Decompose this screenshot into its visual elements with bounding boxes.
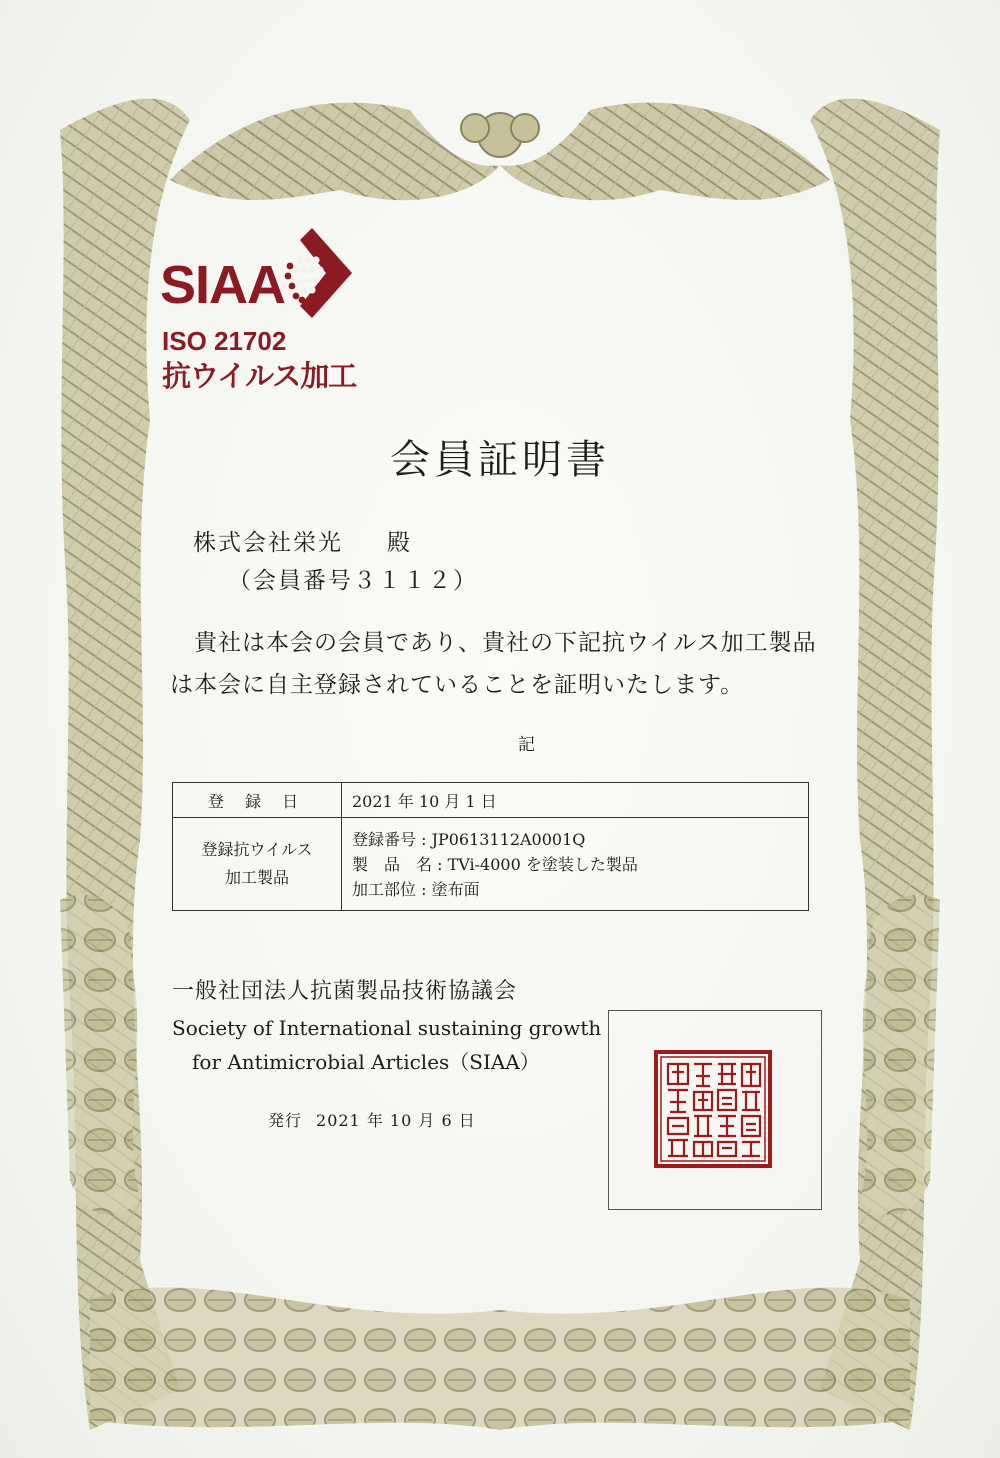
registration-date-value: 2021 年 10 月 1 日 — [342, 783, 809, 818]
ki-mark: 記 — [518, 735, 535, 755]
recipient-company: 株式会社栄光 — [193, 530, 343, 556]
official-seal-icon — [654, 1050, 772, 1168]
siaa-diamond-mark-icon — [280, 228, 352, 328]
issued-label: 発行 — [268, 1111, 303, 1130]
siaa-wordmark: SIAA — [160, 255, 286, 315]
iso-standard-label: ISO 21702 — [162, 326, 287, 356]
registration-table — [172, 782, 809, 911]
registered-product-details — [342, 818, 809, 911]
processed-part: 加工部位 : 塗布面 — [352, 879, 480, 899]
statement-line-2: は本会に自主登録されていることを証明いたします。 — [170, 672, 745, 698]
registration-number: 登録番号 : JP0613112A0001Q — [352, 829, 586, 849]
statement-line-1: 貴社は本会の会員であり、貴社の下記抗ウイルス加工製品 — [194, 630, 817, 656]
recipient-honorific: 殿 — [387, 530, 412, 556]
certificate-title: 会員証明書 — [390, 437, 610, 483]
issued-date: 2021 年 10 月 6 日 — [316, 1111, 476, 1130]
registered-product-label — [173, 818, 342, 911]
registered-product-label-line1: 登録抗ウイルス — [201, 840, 313, 859]
issuer-name-en-line1: Society of International sustaining growth — [172, 1016, 602, 1040]
seal-box — [608, 1010, 822, 1210]
certification-statement — [170, 622, 840, 706]
issue-date-line — [268, 1108, 476, 1131]
product-name: 製 品 名 : TVi-4000 を塗装した製品 — [352, 854, 638, 874]
member-number: （会員番号３１１２） — [228, 568, 478, 594]
antiviral-category-label: 抗ウイルス加工 — [162, 359, 357, 393]
issuer-name-jp: 一般社団法人抗菌製品技術協議会 — [172, 979, 518, 1004]
registration-date-label: 登 録 日 — [173, 783, 342, 818]
table-row — [173, 783, 809, 818]
table-row — [173, 818, 809, 911]
siaa-logo — [160, 228, 370, 398]
registered-product-label-line2: 加工製品 — [224, 868, 289, 887]
recipient-line — [193, 524, 412, 557]
issuer-name-en-line2: for Antimicrobial Articles（SIAA） — [192, 1050, 540, 1074]
